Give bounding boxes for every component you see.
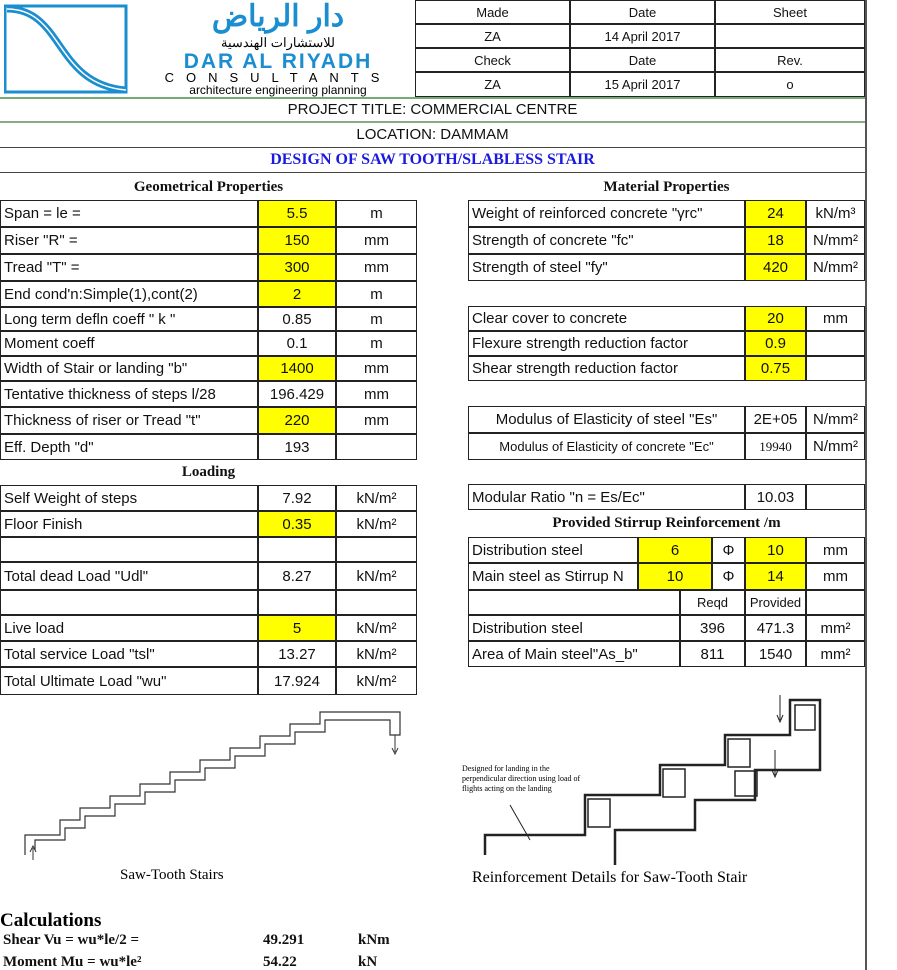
material-label: Flexure strength reduction factor	[468, 331, 745, 356]
material-unit: N/mm²	[806, 406, 865, 433]
loading-label	[0, 590, 258, 615]
material-value[interactable]: 24	[745, 200, 806, 227]
loading-label: Total service Load "tsl"	[0, 641, 258, 667]
header-cell	[715, 24, 865, 48]
stirrup-count[interactable]: 6	[638, 537, 712, 563]
header-cell: Made	[415, 0, 570, 24]
geo-value-input: 0.85	[258, 307, 336, 331]
material-unit	[806, 484, 865, 510]
header-cell: 14 April 2017	[570, 24, 715, 48]
geo-value-input: 0.1	[258, 331, 336, 356]
loading-unit: kN/m²	[336, 511, 417, 537]
saw-tooth-stairs-diagram	[0, 710, 420, 870]
stirrup-unit: mm	[806, 563, 865, 590]
geo-unit: mm	[336, 356, 417, 381]
material-label: Modulus of Elasticity of concrete "Ec"	[468, 433, 745, 460]
material-value[interactable]: 18	[745, 227, 806, 254]
project-title: PROJECT TITLE: COMMERCIAL CENTRE	[287, 101, 578, 118]
geo-value-input[interactable]: 220	[258, 407, 336, 434]
loading-value: 17.924	[258, 667, 336, 695]
geo-heading: Geometrical Properties	[133, 178, 284, 195]
material-value[interactable]: 0.9	[745, 331, 806, 356]
material-unit: N/mm²	[806, 254, 865, 281]
header-cell: Rev.	[715, 48, 865, 72]
geo-unit: mm	[336, 227, 417, 254]
geo-label: Tentative thickness of steps l/28	[0, 381, 258, 407]
area-unit: mm²	[806, 615, 865, 641]
material-label: Strength of concrete "fc"	[468, 227, 745, 254]
geo-unit: m	[336, 307, 417, 331]
material-label: Modulus of Elasticity of steel "Es"	[468, 406, 745, 433]
phi-symbol: Φ	[712, 563, 745, 590]
geo-unit	[336, 434, 417, 460]
loading-value: 8.27	[258, 562, 336, 590]
loading-unit	[336, 537, 417, 562]
loading-unit	[336, 590, 417, 615]
geo-label: End cond'n:Simple(1),cont(2)	[0, 281, 258, 307]
loading-label: Live load	[0, 615, 258, 641]
reinforcement-caption: Reinforcement Details for Saw-Tooth Stair	[472, 869, 748, 886]
material-label: Clear cover to concrete	[468, 306, 745, 331]
stirrup-diameter[interactable]: 10	[745, 537, 806, 563]
header-cell: Date	[570, 48, 715, 72]
geo-unit: m	[336, 331, 417, 356]
loading-unit: kN/m²	[336, 562, 417, 590]
loading-unit: kN/m²	[336, 485, 417, 511]
material-unit: kN/m³	[806, 200, 865, 227]
geo-label: Tread "T" =	[0, 254, 258, 281]
geo-label: Thickness of riser or Tread "t"	[0, 407, 258, 434]
loading-heading: Loading	[181, 464, 236, 480]
stirrup-heading: Provided Stirrup Reinforcement /m	[552, 515, 781, 531]
area-reqd: 811	[680, 641, 745, 667]
phi-symbol: Φ	[712, 537, 745, 563]
logo-tagline: architecture engineering planning	[189, 84, 367, 97]
geo-label: Eff. Depth "d"	[0, 434, 258, 460]
geo-label: Moment coeff	[0, 331, 258, 356]
header-cell: Sheet	[715, 0, 865, 24]
loading-value[interactable]: 0.35	[258, 511, 336, 537]
area-label: Area of Main steel"As_b"	[468, 641, 680, 667]
divider	[0, 121, 865, 123]
geo-value-input[interactable]: 300	[258, 254, 336, 281]
divider	[0, 172, 865, 173]
stirrup-label: Main steel as Stirrup N	[468, 563, 638, 590]
company-logo	[0, 0, 415, 97]
calculations-heading: Calculations	[0, 910, 102, 931]
geo-value-input[interactable]: 2	[258, 281, 336, 307]
sheet-border	[865, 0, 867, 970]
area-provided: 1540	[745, 641, 806, 667]
area-reqd: 396	[680, 615, 745, 641]
calc-label: Moment Mu = wu*le²	[3, 953, 142, 970]
geo-value-input[interactable]: 150	[258, 227, 336, 254]
material-value[interactable]: 0.75	[745, 356, 806, 381]
header-cell: ZA	[415, 72, 570, 97]
loading-unit: kN/m²	[336, 615, 417, 641]
logo-consultants: CONSULTANTS	[164, 72, 392, 84]
geo-label: Span = le =	[0, 200, 258, 227]
calc-unit: kNm	[358, 931, 390, 948]
loading-label: Floor Finish	[0, 511, 258, 537]
area-label: Distribution steel	[468, 615, 680, 641]
saw-tooth-caption: Saw-Tooth Stairs	[120, 867, 224, 883]
material-label: Weight of reinforced concrete "γrc"	[468, 200, 745, 227]
stirrup-label: Distribution steel	[468, 537, 638, 563]
loading-value	[258, 590, 336, 615]
area-provided: 471.3	[745, 615, 806, 641]
material-label: Modular Ratio "n = Es/Ec"	[468, 484, 745, 510]
geo-value-input: 193	[258, 434, 336, 460]
header-cell: Date	[570, 0, 715, 24]
header-cell: 15 April 2017	[570, 72, 715, 97]
design-title: DESIGN OF SAW TOOTH/SLABLESS STAIR	[270, 150, 595, 168]
loading-value: 7.92	[258, 485, 336, 511]
geo-value-input[interactable]: 1400	[258, 356, 336, 381]
geo-unit: m	[336, 281, 417, 307]
area-unit: mm²	[806, 641, 865, 667]
stirrup-count[interactable]: 10	[638, 563, 712, 590]
logo-emblem-icon	[4, 4, 129, 97]
loading-value[interactable]: 5	[258, 615, 336, 641]
material-unit	[806, 331, 865, 356]
geo-unit: mm	[336, 407, 417, 434]
material-label: Strength of steel "fy"	[468, 254, 745, 281]
loading-label: Self Weight of steps	[0, 485, 258, 511]
geo-unit: m	[336, 200, 417, 227]
logo-arabic-sub: للاستشارات الهندسية	[221, 35, 335, 50]
project-location: LOCATION: DAMMAM	[356, 126, 509, 143]
material-value[interactable]: 20	[745, 306, 806, 331]
header-cell: Check	[415, 48, 570, 72]
material-heading: Material Properties	[603, 178, 730, 195]
geo-unit: mm	[336, 254, 417, 281]
calc-label: Shear Vu = wu*le/2 =	[3, 931, 140, 948]
material-label: Shear strength reduction factor	[468, 356, 745, 381]
reqd-header: Reqd	[680, 590, 745, 615]
logo-name: DAR AL RIYADH	[183, 52, 373, 72]
header-cell: o	[715, 72, 865, 97]
material-value: 19940	[745, 433, 806, 460]
stirrup-diameter[interactable]: 14	[745, 563, 806, 590]
geo-value-input[interactable]: 5.5	[258, 200, 336, 227]
blank	[468, 590, 680, 615]
material-value: 2E+05	[745, 406, 806, 433]
calc-unit: kN	[358, 953, 378, 970]
material-unit: N/mm²	[806, 227, 865, 254]
material-unit: N/mm²	[806, 433, 865, 460]
divider	[0, 147, 865, 148]
provided-header: Provided	[745, 590, 806, 615]
material-unit	[806, 356, 865, 381]
material-value[interactable]: 420	[745, 254, 806, 281]
geo-label: Width of Stair or landing "b"	[0, 356, 258, 381]
loading-label: Total dead Load "Udl"	[0, 562, 258, 590]
loading-unit: kN/m²	[336, 641, 417, 667]
geo-label: Riser "R" =	[0, 227, 258, 254]
divider	[0, 97, 865, 99]
material-unit: mm	[806, 306, 865, 331]
stirrup-unit: mm	[806, 537, 865, 563]
calc-value: 54.22	[263, 953, 297, 970]
material-value: 10.03	[745, 484, 806, 510]
loading-unit: kN/m²	[336, 667, 417, 695]
loading-value: 13.27	[258, 641, 336, 667]
geo-unit: mm	[336, 381, 417, 407]
loading-value	[258, 537, 336, 562]
reinforcement-note: Designed for landing in the perpendicular direction using load of flights acting on the landing	[462, 764, 581, 793]
header-cell: ZA	[415, 24, 570, 48]
logo-arabic: دار الرياض	[211, 0, 345, 33]
loading-label: Total Ultimate Load "wu"	[0, 667, 258, 695]
calc-value: 49.291	[263, 931, 305, 948]
blank	[806, 590, 865, 615]
geo-label: Long term defln coeff " k "	[0, 307, 258, 331]
loading-label	[0, 537, 258, 562]
geo-value-input: 196.429	[258, 381, 336, 407]
